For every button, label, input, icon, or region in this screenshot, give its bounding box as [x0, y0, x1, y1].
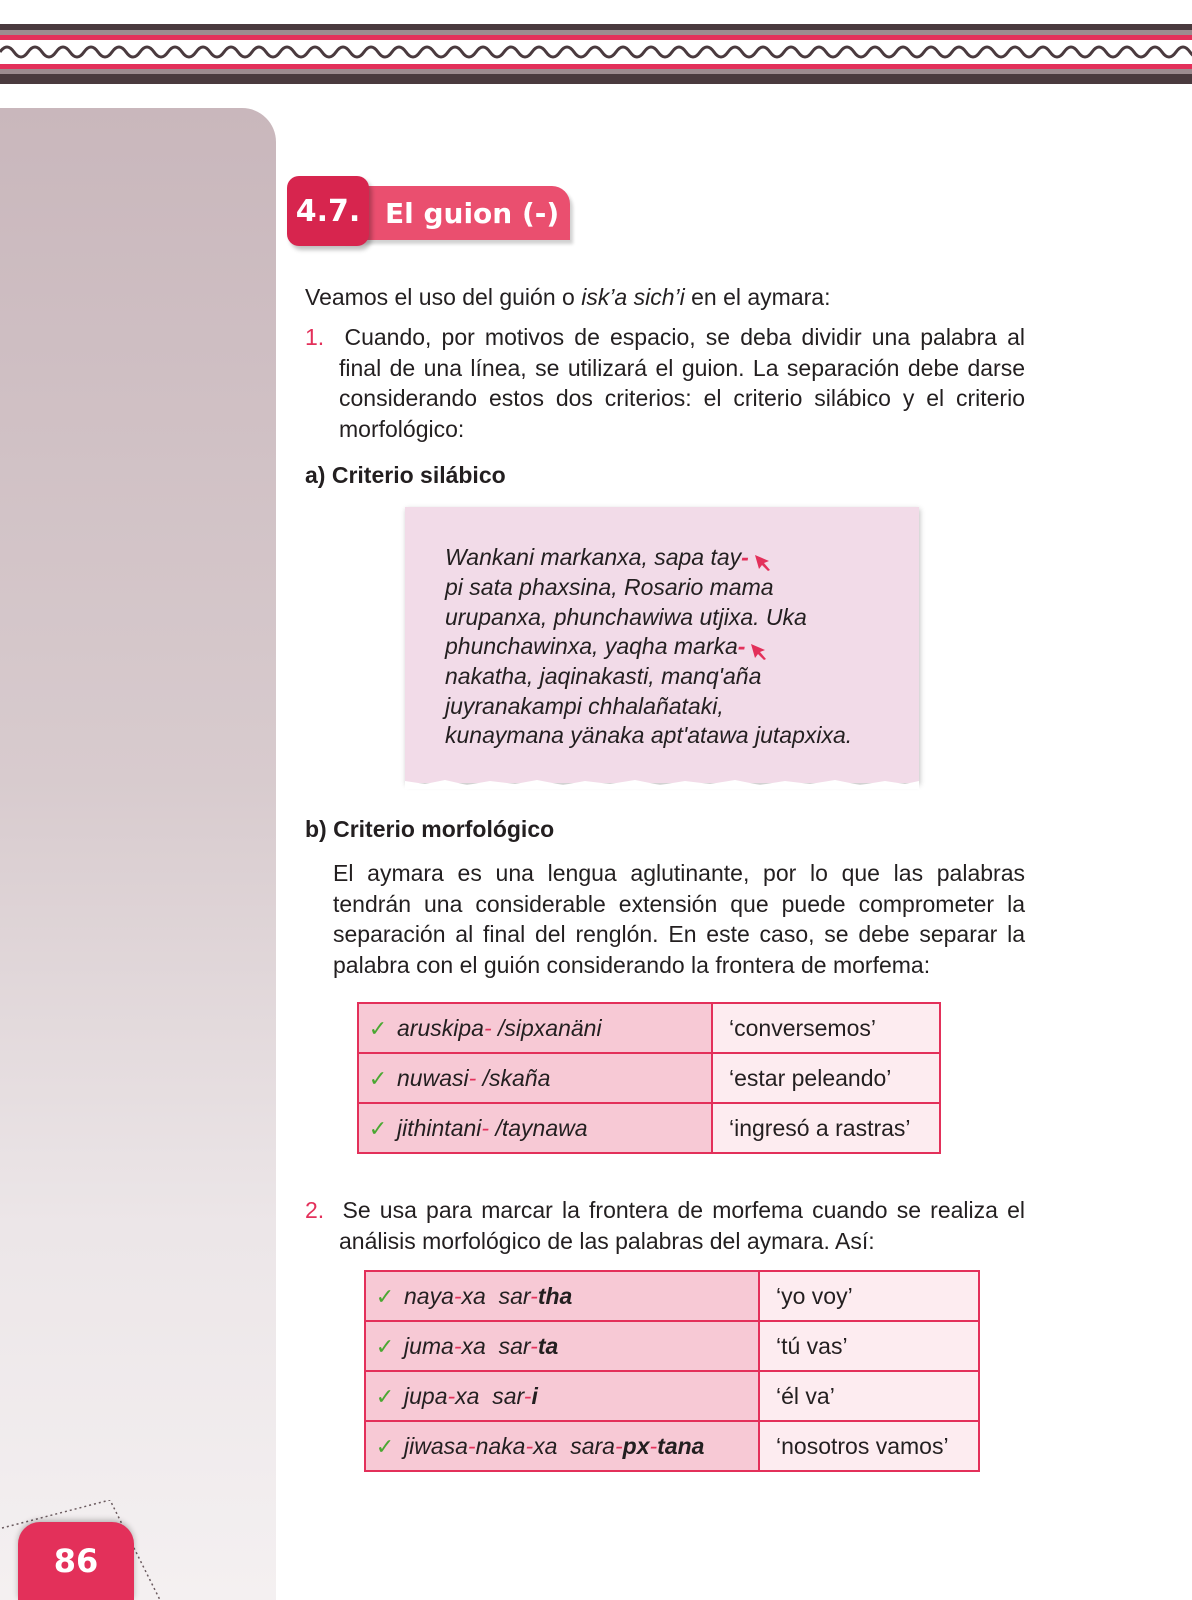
top-margin — [0, 0, 1192, 24]
note-line: urupanxa, phunchawiwa utjixa. Uka — [445, 603, 807, 630]
gloss-cell: ‘él va’ — [759, 1371, 979, 1421]
list-item-1-text: Cuando, por motivos de espacio, se deba dividir una palabra al final de una línea, se utilizará el guion. La separación debe darse considerando estos dos criterios: el criterio silábico y el criterio morfológico: — [339, 324, 1025, 442]
subheading-criterio-silabico: a) Criterio silábico — [305, 462, 506, 488]
subheading-criterio-morfologico: b) Criterio morfológico — [305, 816, 555, 842]
table-row: ✓ naya-xa sar-tha ‘yo voy’ — [365, 1271, 979, 1321]
example-note-box — [405, 507, 919, 783]
note-line: juyranakampi chhalañataki, — [445, 692, 724, 719]
note-text — [445, 543, 852, 751]
intro-text-end: en el aymara: — [684, 284, 831, 310]
list-item-2 — [305, 1195, 1025, 1256]
intro-italic-term: isk’a sich’i — [581, 284, 685, 310]
check-icon: ✓ — [368, 1115, 388, 1141]
hyphen-mark: - — [741, 544, 749, 570]
left-margin-panel — [0, 108, 276, 1600]
note-line: Wankani markanxa, sapa tay- — [445, 543, 852, 573]
check-icon: ✓ — [375, 1433, 395, 1459]
intro-text: Veamos el uso del guión o — [305, 284, 582, 310]
page-number: 86 — [18, 1522, 134, 1600]
check-icon: ✓ — [368, 1015, 388, 1041]
table-morpheme-split — [357, 1002, 941, 1154]
table-row: ✓ jiwasa-naka-xa sara-px-tana ‘nosotros vamos’ — [365, 1421, 979, 1471]
check-icon: ✓ — [375, 1333, 395, 1359]
intro-paragraph — [305, 282, 1025, 313]
arrow-icon — [753, 553, 773, 573]
list-number-1: 1. — [305, 324, 325, 350]
table-row: ✓ juma-xa sar-ta ‘tú vas’ — [365, 1321, 979, 1371]
decorative-woven-band — [0, 24, 1192, 84]
gloss-cell: ‘nosotros vamos’ — [759, 1421, 979, 1471]
morphological-paragraph: El aymara es una lengua aglutinante, por lo que las palabras tendrán una considerable extensión que puede comprometer la separación al final del renglón. En este caso, se debe separar la palabra con el guión considerando la frontera de morfema: — [333, 860, 1025, 978]
list-number-2: 2. — [305, 1197, 325, 1223]
section-number: 4.7. — [287, 176, 369, 246]
note-line: nakatha, jaqinakasti, manq'aña — [445, 663, 762, 689]
arrow-icon — [749, 642, 769, 662]
table-morpheme-analysis — [364, 1270, 980, 1472]
check-icon: ✓ — [368, 1065, 388, 1091]
list-item-2-text: Se usa para marcar la frontera de morfema cuando se realiza el análisis morfológico de las palabras del aymara. Así: — [339, 1197, 1025, 1254]
section-heading — [287, 176, 587, 248]
gloss-cell: ‘ingresó a rastras’ — [712, 1103, 940, 1153]
table-row: ✓ jupa-xa sar-i ‘él va’ — [365, 1371, 979, 1421]
table-row: ✓ nuwasi- /skaña ‘estar peleando’ — [358, 1053, 940, 1103]
gloss-cell: ‘estar peleando’ — [712, 1053, 940, 1103]
note-line: pi sata phaxsina, Rosario mama — [445, 574, 774, 600]
section-title: El guion (-) — [385, 197, 560, 230]
note-line: kunaymana yänaka apt'atawa jutapxixa. — [445, 722, 853, 748]
gloss-cell: ‘yo voy’ — [759, 1271, 979, 1321]
note-line: phunchawinxa, yaqha marka- — [445, 632, 852, 662]
list-item-1 — [305, 322, 1025, 444]
hyphen-mark: - — [737, 633, 746, 659]
check-icon: ✓ — [375, 1283, 395, 1309]
gloss-cell: ‘conversemos’ — [712, 1003, 940, 1053]
table-row: ✓ aruskipa- /sipxanäni ‘conversemos’ — [358, 1003, 940, 1053]
table-row: ✓ jithintani- /taynawa ‘ingresó a rastras’ — [358, 1103, 940, 1153]
torn-edge — [405, 777, 919, 789]
check-icon: ✓ — [375, 1383, 395, 1409]
gloss-cell: ‘tú vas’ — [759, 1321, 979, 1371]
